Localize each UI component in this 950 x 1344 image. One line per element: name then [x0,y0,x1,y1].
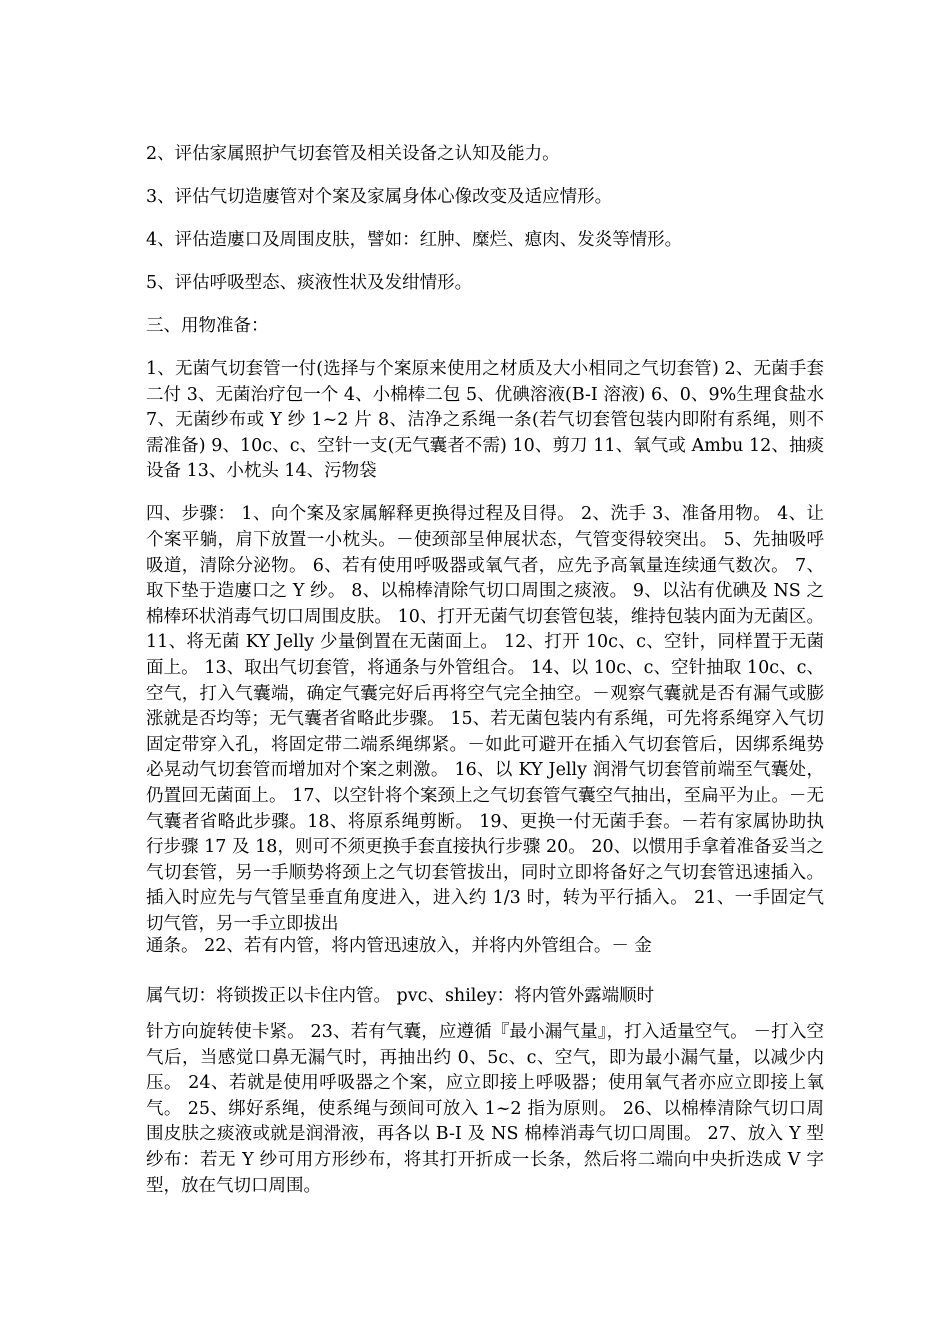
paragraph-assess-family: 2、评估家属照护气切套管及相关设备之认知及能力。 [146,143,560,164]
paragraph-assess-breathing: 5、评估呼吸型态、痰液性状及发绀情形。 [146,272,473,293]
document-body-top [146,124,824,955]
paragraph-assess-body-image: 3、评估气切造廔管对个案及家属身体心像改变及适应情形。 [146,186,613,207]
paragraph-assess-stoma: 4、评估造廔口及周围皮肤，譬如：红肿、糜烂、瘜肉、发炎等情形。 [146,229,683,250]
paragraph-line-inner-tube: 通条。 22、若有内管，将内管迅速放入，并将内外管组合。－ 金 [146,936,652,956]
paragraph-supplies-list: 1、无菌气切套管一付(选择与个案原来使用之材质及大小相同之气切套管) 2、无菌手套二付 3、无菌治疗包一个 4、小棉棒二包 5、优碘溶液(B-I 溶液) 6、0、9%生理食盐水 7、无菌纱布或 Y 纱 1~2 片 8、洁净之系绳一条(若气切套管包装内即附有系绳，则不需准备) 9、10c、c、空针一支(无气囊者不需) 10、剪刀 11、氧气或 Ambu 12、抽痰设备 13、小枕头 14、污物袋 [146,358,824,482]
paragraph-procedure-final-steps: 针方向旋转使卡紧。 23、若有气囊，应遵循『最小漏气量』，打入适量空气。 －打入空气后，当感觉口鼻无漏气时，再抽出约 0、5c、c、空气，即为最小漏气量，以减少内压。 24、若就是使用呼吸器之个案，应立即接上呼吸器；使用氧气者亦应立即接上氧气。 25、绑好系绳，使系绳与颈间可放入 1~2 指为原则。 26、以棉棒清除气切口周围皮肤之痰液或就是润滑液，再各以 B-I 及 NS 棉棒消毒气切口周围。 27、放入 Y 型纱布：若无 Y 纱可用方形纱布，将其打开折成一长条，然后将二端向中央折迭成 V 字型，放在气切口周围。 [146,1022,824,1196]
paragraph-procedure-steps: 四、步骤： 1、向个案及家属解释更换得过程及目得。 2、洗手 3、准备用物。 4、让个案平躺，肩下放置一小枕头。－使颈部呈伸展状态，气管变得较突出。 5、先抽吸呼吸道，清除分泌物。 6、若有使用呼吸器或氧气者，应先予高氧量连续通气数次。 7、取下垫于造廔口之 Y 纱。 8、以棉棒清除气切口周围之痰液。 9、以沾有优碘及 NS 之棉棒环状消毒气切口周围皮肤。 10、打开无菌气切套管包装，维持包装内面为无菌区。 11、将无菌 KY Jelly 少量倒置在无菌面上。 12、打开 10c、c、空针，同样置于无菌面上。 13、取出气切套管，将通条与外管组合。 14、以 10c、c、空针抽取 10c、c、空气，打入气囊端，确定气囊完好后再将空气完全抽空。－观察气囊就是否有漏气或膨涨就是否均等；无气囊者省略此步骤。 15、若无菌包装内有系绳，可先将系绳穿入气切固定带穿入孔，将固定带二端系绳绑紧。－如此可避开在插入气切套管后，因绑系绳势必晃动气切套管而增加对个案之刺激。 16、以 KY Jelly 润滑气切套管前端至气囊处，仍置回无菌面上。 17、以空针将个案颈上之气切套管气囊空气抽出，至扁平为止。－无气囊者省略此步骤。18、将原系绳剪断。 19、更换一付无菌手套。－若有家属协助执行步骤 17 及 18，则可不须更换手套直接执行步骤 20。 20、以惯用手拿着准备妥当之气切套管，另一手顺势将颈上之气切套管拔出，同时立即将备好之气切套管迅速插入。插入时应先与气管呈垂直角度进入，进入约 1/3 时，转为平行插入。 21、一手固定气切气管，另一手立即拔出 [146,504,824,934]
paragraph-line-metal-trach: 属气切：将锁拨正以卡住内管。 pvc、shiley：将内管外露端顺时 [146,986,655,1006]
section-heading-supplies: 三、用物准备： [146,315,269,336]
